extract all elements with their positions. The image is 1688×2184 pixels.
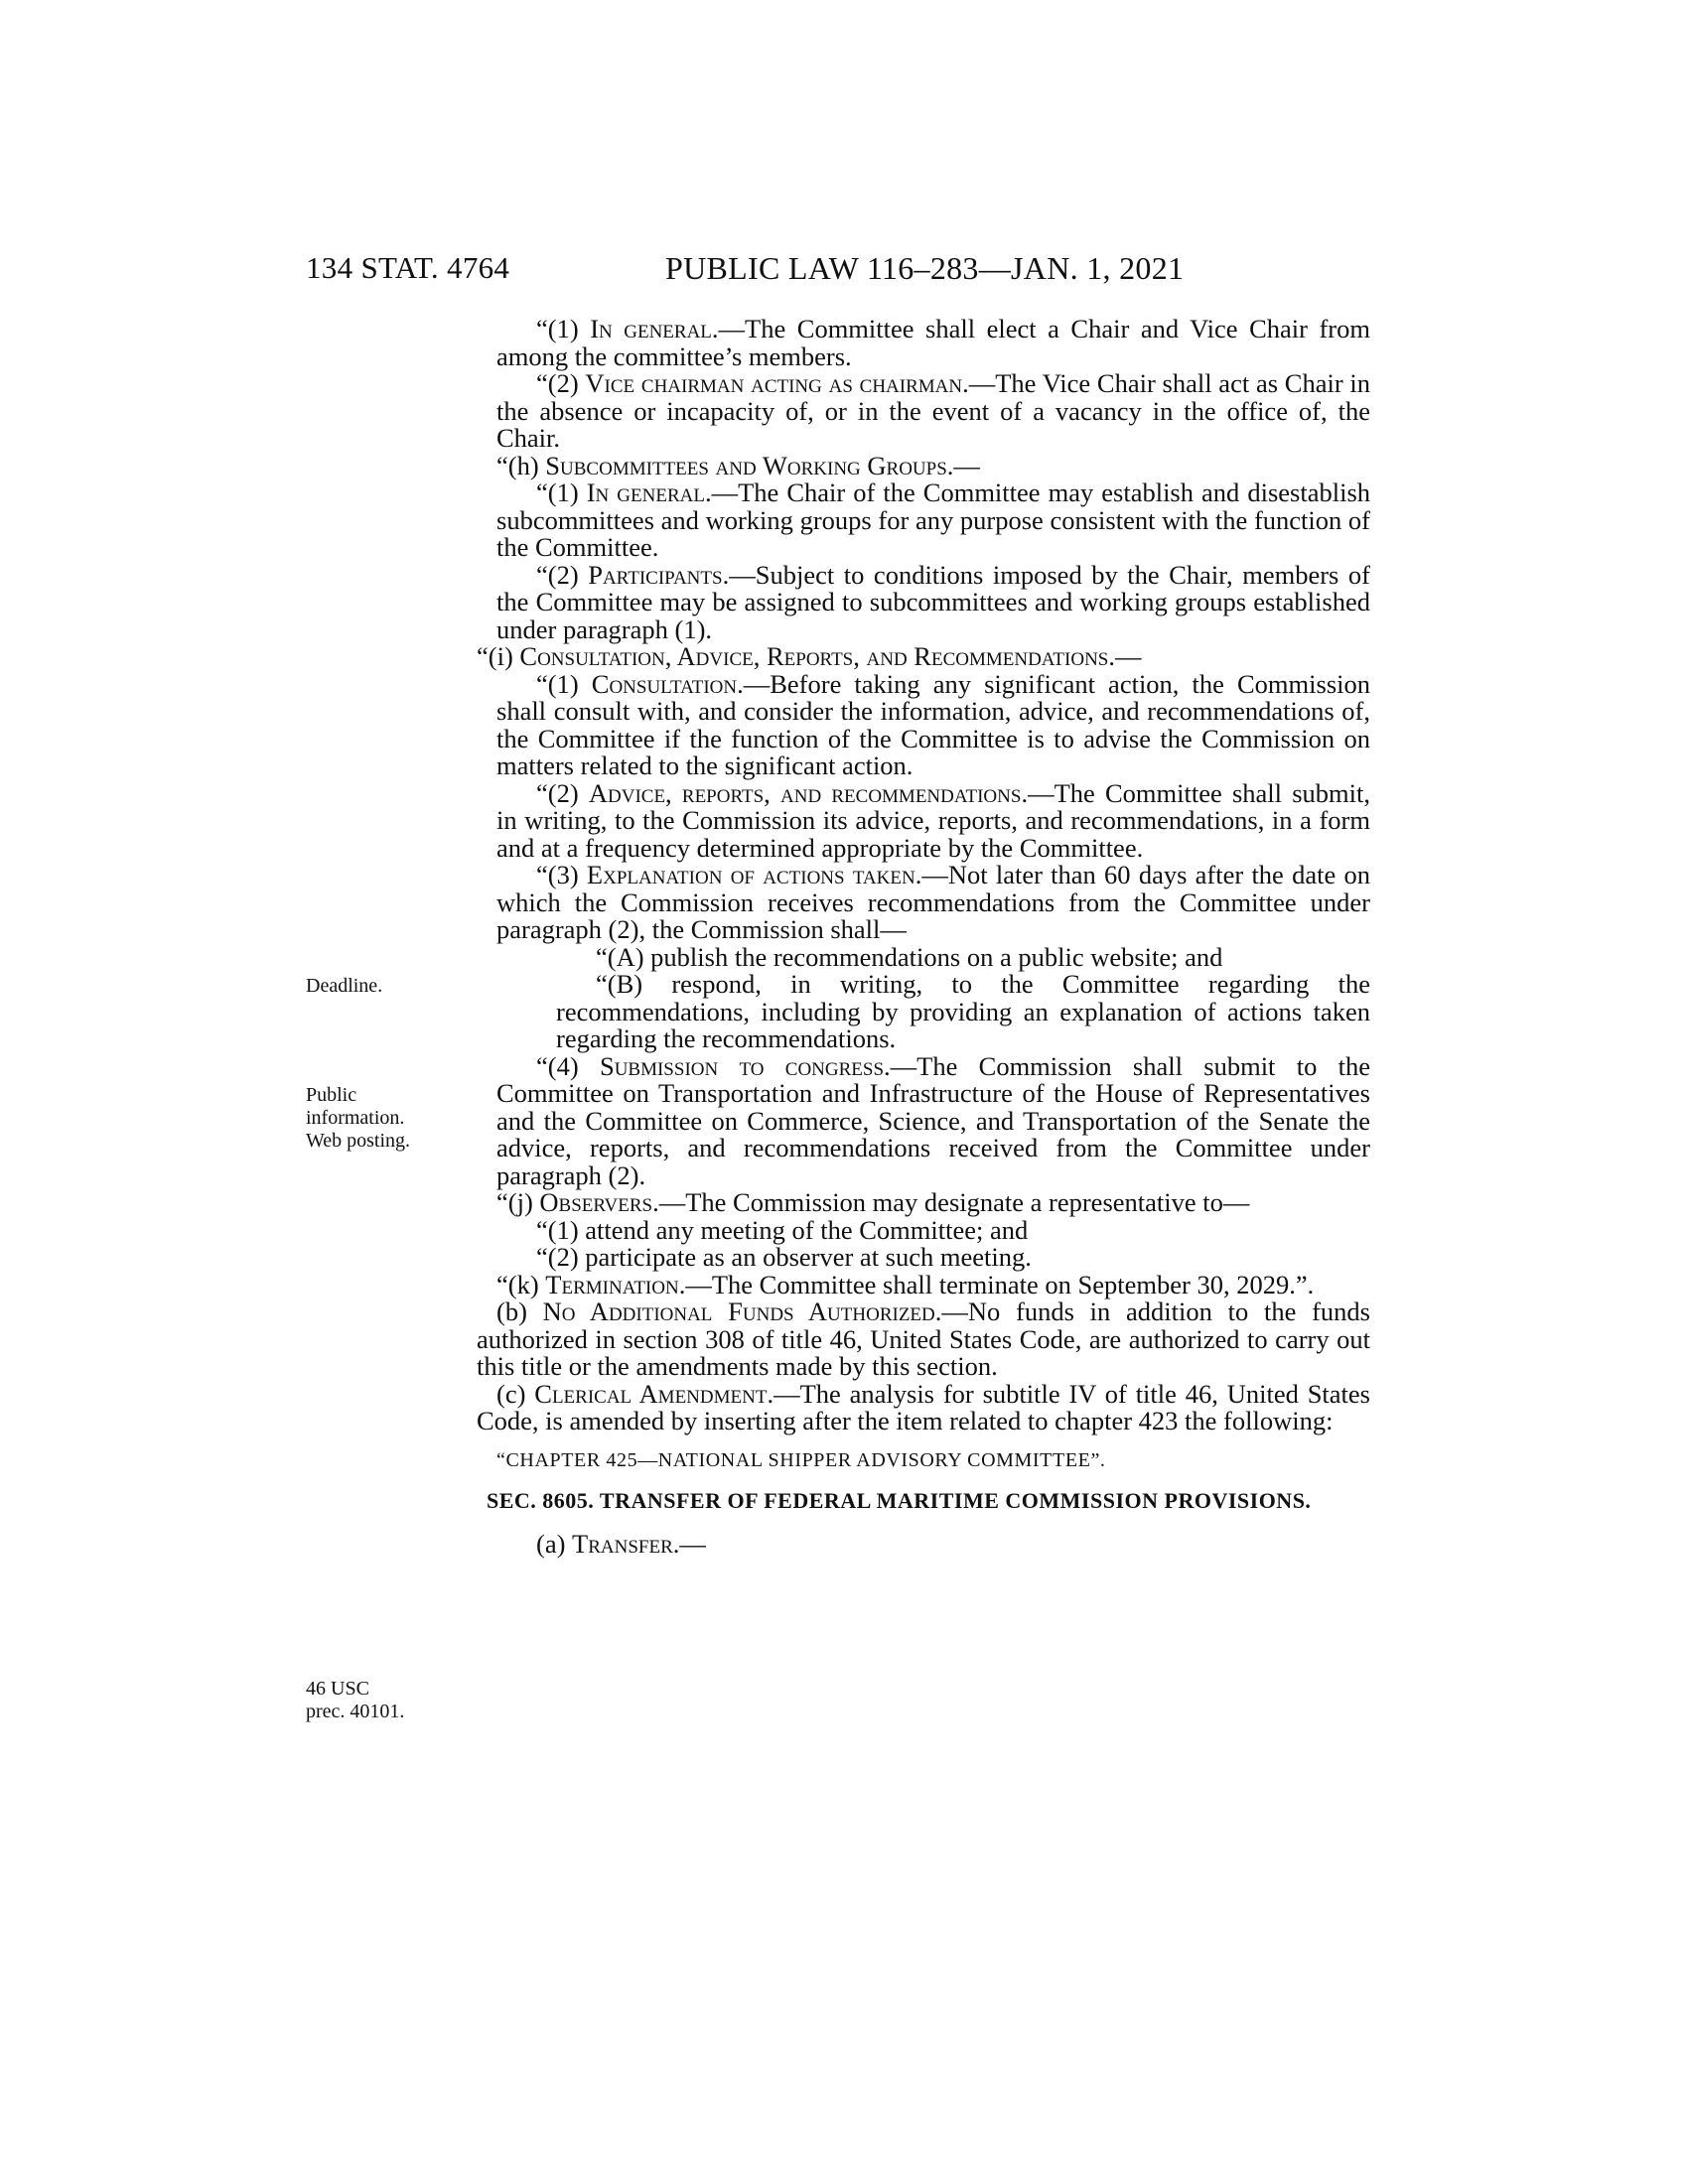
margin-note-line: Web posting. xyxy=(306,1130,411,1152)
paragraph-g2: “(2) Vice chairman acting as chairman.—The Vice Chair shall act as Chair in the absence or incapacity of, or in the event of a vacancy in the office of, the Chair. xyxy=(496,368,1370,453)
paragraph-i2: “(2) Advice, reports, and recommendations.—The Committee shall submit, in writing, to the Commission its advice, reports, and recommendations, in a form and at a frequency determined appropriate by the Committee. xyxy=(496,777,1370,863)
paragraph-i3: “(3) Explanation of actions taken.—Not later than 60 days after the date on which the Commission receives recommendations from the Committee under paragraph (2), the Commission shall— xyxy=(496,860,1370,944)
subsection-c: (c) Clerical Amendment.—The analysis for subtitle IV of title 46, United States Code, is amended by inserting after the item related to chapter 423 the following: xyxy=(477,1378,1370,1435)
subsection-a: (a) Transfer.— xyxy=(536,1529,706,1559)
subparagraph-i3b: “(B) respond, in writing, to the Committee regarding the recommendations, including by providing an explanation of actions taken regarding the recommendations. xyxy=(556,969,1370,1053)
margin-note-usc xyxy=(306,1678,455,1723)
stat-page-number: 134 STAT. 4764 xyxy=(306,250,510,285)
public-law-title: PUBLIC LAW 116–283—JAN. 1, 2021 xyxy=(665,250,1185,286)
margin-note-line: prec. 40101. xyxy=(306,1701,405,1722)
subsection-k: “(k) Termination.—The Committee shall terminate on September 30, 2029.”. xyxy=(496,1269,1315,1299)
paragraph-h1: “(1) In general.—The Chair of the Committee may establish and disestablish subcommittees and working groups for any purpose consistent with the function of the Committee. xyxy=(496,478,1371,562)
subparagraph-i3a: “(A) publish the recommendations on a public website; and xyxy=(596,941,1223,972)
statute-body xyxy=(477,314,1371,1559)
subsection-j: “(j) Observers.—The Commission may designate a representative to— xyxy=(496,1187,1250,1217)
subsection-i: “(i) Consultation, Advice, Reports, and Recommendations.— xyxy=(477,641,1142,671)
paragraph-j1: “(1) attend any meeting of the Committee; and xyxy=(536,1214,1029,1245)
margin-note-deadline xyxy=(306,975,455,998)
paragraph-h2: “(2) Participants.—Subject to conditions imposed by the Chair, members of the Committee may be assigned to subcommittees and working groups established under paragraph (1). xyxy=(496,559,1370,644)
paragraph-g1: “(1) In general.—The Committee shall elect a Chair and Vice Chair from among the committee’s members. xyxy=(496,314,1370,371)
paragraph-j2: “(2) participate as an observer at such meeting. xyxy=(536,1242,1032,1272)
margin-note-line: Public xyxy=(306,1084,357,1106)
margin-note-public-information xyxy=(306,1084,455,1153)
paragraph-i4: “(4) Submission to congress.—The Commission shall submit to the Committee on Transportation and Infrastructure of the House of Representatives and the Committee on Commerce, Science, and Transportation of the Senate the advice, reports, and recommendations received from the Committee under paragraph (2). xyxy=(496,1050,1370,1190)
subsection-h: “(h) Subcommittees and Working Groups.— xyxy=(496,450,980,480)
margin-note-deadline-text: Deadline. xyxy=(306,975,383,997)
subsection-b: (b) No Additional Funds Authorized.—No funds in addition to the funds authorized in section 308 of title 46, United States Code, are authorized to carry out this title or the amendments made by this section. xyxy=(477,1297,1370,1381)
margin-note-line: information. xyxy=(306,1107,405,1129)
paragraph-i1: “(1) Consultation.—Before taking any significant action, the Commission shall consult with, and consider the information, advice, and recommendations of, the Committee if the function of the Committee is to advise the Commission on matters related to the significant action. xyxy=(496,668,1370,780)
margin-note-line: 46 USC xyxy=(306,1678,369,1700)
chapter-item: “CHAPTER 425—NATIONAL SHIPPER ADVISORY COMMITTEE”. xyxy=(496,1448,1106,1471)
section-heading: SEC. 8605. TRANSFER OF FEDERAL MARITIME COMMISSION PROVISIONS. xyxy=(487,1488,1312,1513)
